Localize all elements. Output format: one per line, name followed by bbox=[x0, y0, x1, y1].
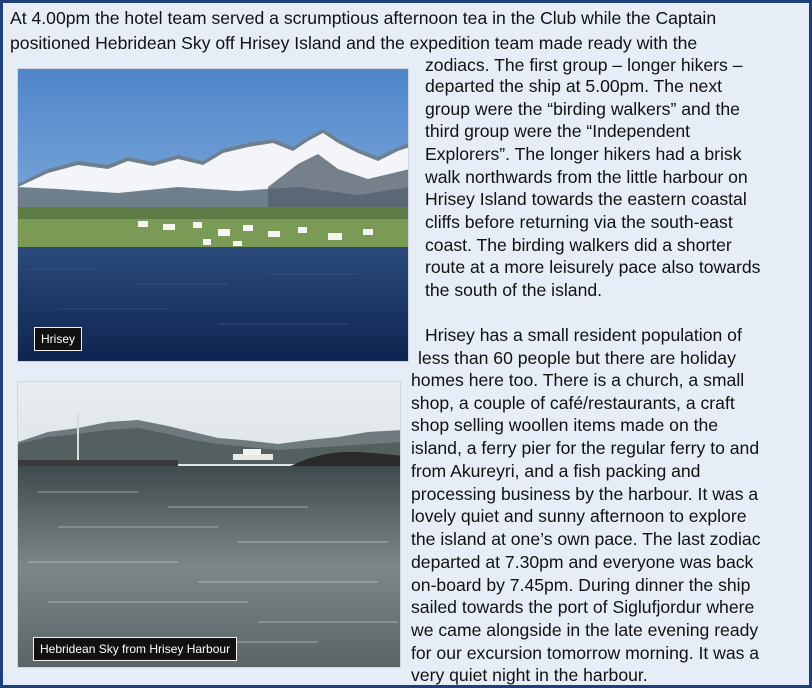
paragraph-1-line: zodiacs. The first group – longer hikers – bbox=[425, 55, 743, 75]
paragraph-1-line: Hrisey Island towards the eastern coastal bbox=[425, 189, 747, 209]
intro-line-1: At 4.00pm the hotel team served a scrumptious afternoon tea in the Club while the Captain bbox=[10, 8, 717, 28]
paragraph-2-line: Hrisey has a small resident population of bbox=[425, 325, 742, 345]
paragraph-1-line: route at a more leisurely pace also towards bbox=[425, 257, 761, 277]
paragraph-2-line: for our excursion tomorrow morning. It was a bbox=[411, 643, 760, 663]
paragraph-1-line: third group were the “Independent bbox=[425, 121, 691, 141]
paragraph-1-line: walk northwards from the little harbour on bbox=[425, 167, 748, 187]
paragraph-2-line: on-board by 7.45pm. During dinner the ship bbox=[411, 575, 751, 595]
paragraph-1-line: Explorers”. The longer hikers had a brisk bbox=[425, 144, 742, 164]
paragraph-2-line: shop selling woollen items made on the bbox=[411, 415, 719, 435]
paragraph-2-line: processing business by the harbour. It was a bbox=[411, 484, 759, 504]
paragraph-2-line: homes here too. There is a church, a small bbox=[411, 370, 745, 390]
paragraph-2-line: very quiet night in the harbour. bbox=[411, 665, 648, 685]
harbour-photo bbox=[17, 381, 401, 668]
harbour-landscape bbox=[18, 382, 401, 668]
paragraph-2-line: from Akureyri, and a fish packing and bbox=[411, 461, 701, 481]
hrisey-landscape bbox=[18, 69, 409, 362]
paragraph-2-line: departed at 7.30pm and everyone was back bbox=[411, 552, 754, 572]
paragraph-1-line: group were the “birding walkers” and the bbox=[425, 99, 740, 119]
harbour-caption: Hebridean Sky from Hrisey Harbour bbox=[33, 637, 237, 661]
paragraph-1-line: departed the ship at 5.00pm. The next bbox=[425, 76, 723, 96]
paragraph-1-line: coast. The birding walkers did a shorter bbox=[425, 235, 732, 255]
paragraph-2-line: we came alongside in the late evening ready bbox=[411, 620, 759, 640]
paragraph-2-line: less than 60 people but there are holiday bbox=[418, 348, 736, 368]
paragraph-2-line: the island at one’s own pace. The last zodiac bbox=[411, 529, 761, 549]
paragraph-2-line: shop, a couple of café/restaurants, a craft bbox=[411, 393, 735, 413]
hrisey-photo bbox=[17, 68, 409, 362]
paragraph-2-line: lovely quiet and sunny afternoon to explore bbox=[411, 506, 747, 526]
intro-line-2: positioned Hebridean Sky off Hrisey Island and the expedition team made ready with the bbox=[10, 33, 698, 53]
paragraph-1-line: the south of the island. bbox=[425, 280, 603, 300]
paragraph-2-line: island, a ferry pier for the regular ferry to and bbox=[411, 438, 760, 458]
paragraph-1-line: cliffs before returning via the south-east bbox=[425, 212, 733, 232]
paragraph-2-line: sailed towards the port of Siglufjordur where bbox=[411, 597, 755, 617]
hrisey-caption: Hrisey bbox=[34, 327, 82, 351]
